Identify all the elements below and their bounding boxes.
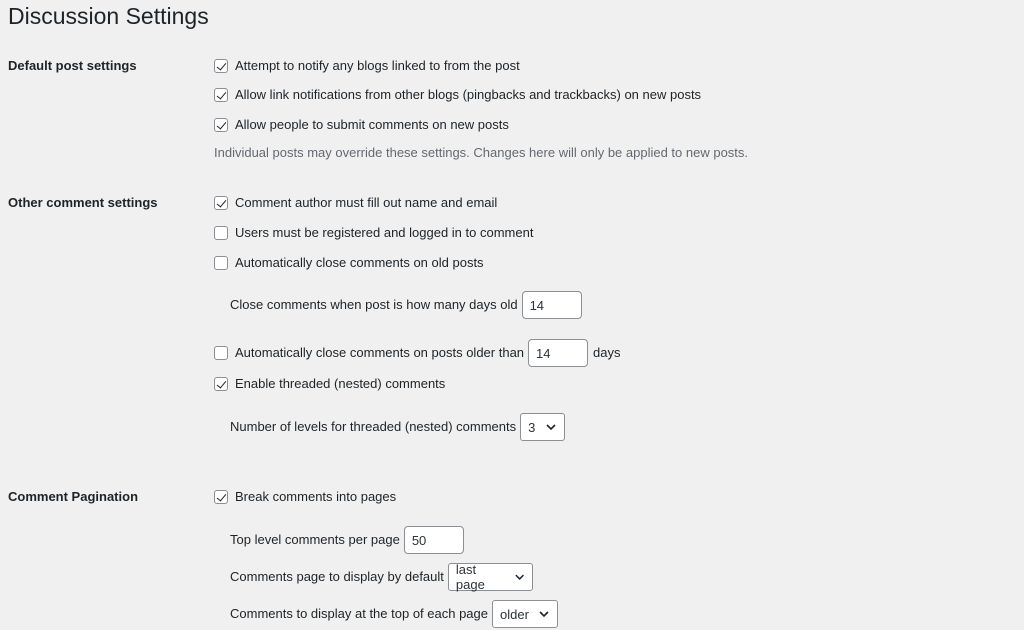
option-label: Users must be registered and logged in to comment <box>235 225 534 240</box>
option-label: Automatically close comments on old posts <box>235 255 484 270</box>
levels-select[interactable] <box>520 413 565 441</box>
option-allow-pingbacks[interactable] <box>214 85 701 105</box>
checkbox-allow-comments[interactable] <box>214 118 228 132</box>
chevron-down-icon <box>545 421 557 433</box>
close-days-row <box>230 289 582 321</box>
checkbox-registered[interactable] <box>214 226 228 240</box>
close-older-label: Automatically close comments on posts older than <box>235 345 525 360</box>
order-label: Comments to display at the top of each page <box>230 606 488 621</box>
checkbox-break-pages[interactable] <box>214 490 228 504</box>
option-label: Comment author must fill out name and email <box>235 195 498 210</box>
levels-label: Number of levels for threaded (nested) comments <box>230 419 517 434</box>
levels-row <box>230 411 565 443</box>
per-page-input[interactable]: 50 <box>404 526 464 554</box>
option-label: Break comments into pages <box>235 489 397 504</box>
option-threaded[interactable] <box>214 374 445 394</box>
option-allow-comments[interactable] <box>214 115 509 135</box>
order-value: older <box>500 606 529 622</box>
option-label: Enable threaded (nested) comments <box>235 376 446 391</box>
option-registered[interactable] <box>214 223 533 243</box>
order-select[interactable] <box>492 600 558 628</box>
default-page-label: Comments page to display by default <box>230 569 444 584</box>
default-page-value: last page <box>455 562 485 592</box>
levels-value: 3 <box>528 419 536 435</box>
checkbox-author-fill[interactable] <box>214 196 228 210</box>
chevron-down-icon <box>514 571 525 583</box>
option-break-pages[interactable] <box>214 487 396 507</box>
option-close-older[interactable] <box>214 342 621 364</box>
default-post-description: Individual posts may override these settings. Changes here will only be applied to new posts. <box>214 145 749 160</box>
close-days-input[interactable]: 14 <box>522 291 582 319</box>
option-label: Allow link notifications from other blogs (pingbacks and trackbacks) on new posts <box>235 87 702 102</box>
checkbox-close-older[interactable] <box>214 346 228 360</box>
option-label: Allow people to submit comments on new posts <box>235 117 509 132</box>
option-notify-blogs[interactable] <box>214 56 520 76</box>
default-page-row <box>230 561 533 593</box>
close-older-suffix: days <box>593 345 621 360</box>
chevron-down-icon <box>538 608 550 620</box>
section-label-default-post: Default post settings <box>8 58 137 73</box>
checkbox-auto-close[interactable] <box>214 256 228 270</box>
default-page-select[interactable] <box>448 563 533 591</box>
section-label-pagination: Comment Pagination <box>8 489 139 504</box>
close-days-label: Close comments when post is how many days old <box>230 297 518 312</box>
option-author-fill[interactable] <box>214 193 497 213</box>
per-page-label: Top level comments per page <box>230 532 400 547</box>
option-label: Attempt to notify any blogs linked to from the post <box>235 58 520 73</box>
page-title: Discussion Settings <box>8 3 209 29</box>
checkbox-allow-pingbacks[interactable] <box>214 88 228 102</box>
per-page-row <box>230 524 464 556</box>
order-row <box>230 598 558 630</box>
checkbox-threaded[interactable] <box>214 377 228 391</box>
section-label-other-comment: Other comment settings <box>8 195 158 210</box>
close-older-input[interactable]: 14 <box>528 339 588 367</box>
option-auto-close[interactable] <box>214 253 484 273</box>
checkbox-notify-blogs[interactable] <box>214 59 228 73</box>
